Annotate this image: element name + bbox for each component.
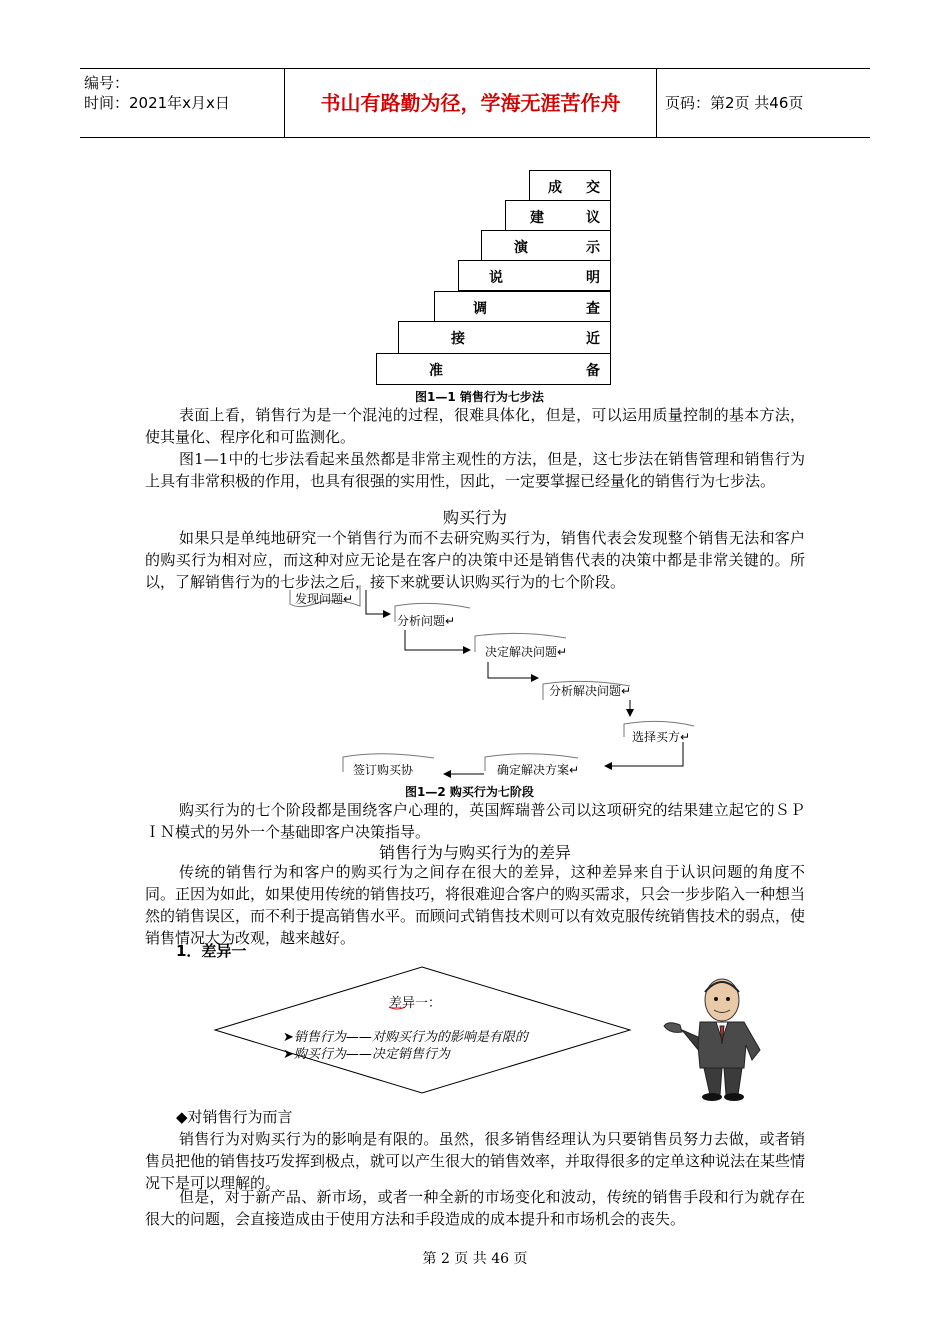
step-4-left: 说 [489, 270, 503, 286]
figure1-caption: 图1—1 销售行为七步法 [415, 390, 544, 404]
bullet-heading: ◆对销售行为而言 [176, 1108, 293, 1126]
step-6-right: 近 [586, 331, 600, 347]
step-3-right: 示 [586, 240, 600, 256]
step-7-left: 准 [429, 363, 443, 379]
paragraph-2: 图1—1中的七步法看起来虽然都是非常主观性的方法，但是，这七步法在销售管理和销售行为上具有非常积极的作用，也具有很强的实用性，因此，一定要掌握已经量化的销售行为七步法。 [145, 450, 805, 490]
paragraph-4: 购买行为的七个阶段都是围绕客户心理的，英国辉瑞普公司以这项研究的结果建立起它的ＳＰＩＮ模式的另外一个基础即客户决策指导。 [145, 801, 805, 841]
header-motto: 书山有路勤为径，学海无涯苦作舟 [285, 69, 657, 137]
step-4-right: 明 [586, 270, 600, 286]
paragraph-3: 如果只是单纯地研究一个销售行为而不去研究购买行为，销售代表会发现整个销售无法和客户的购买行为相对应，而这种对应无论是在客户的决策中还是销售代表的决策中都是非常关键的。所以，了解销售行为的七步法之后，接下来就要认识购买行为的七个阶段。 [145, 529, 805, 591]
stage-5: 选择买方↵ [632, 730, 691, 744]
diamond-title: 差异一： [389, 996, 442, 1011]
paragraph-5: 传统的销售行为和客户的购买行为之间存在很大的差异，这种差异来自于认识问题的角度不同。正因为如此，如果使用传统的销售技巧，将很难迎合客户的购买需求，只会一步步陷入一种想当然的销售误区，而不利于提高销售水平。而顾问式销售技术则可以有效克服传统销售技术的弱点，使销售情况大为改观，越来越好。 [145, 863, 806, 947]
heading-difference-1: 1．差异一 [176, 942, 247, 960]
step-3-left: 演 [514, 240, 528, 256]
date-label: 时间：2021年x月x日 [84, 94, 230, 112]
step-2-left: 建 [530, 210, 544, 226]
section-title-buying: 购买行为 [442, 508, 507, 527]
stage-1: 发现问题↵ [295, 592, 354, 606]
step-1-right: 交 [586, 180, 600, 196]
paragraph-6: 销售行为对购买行为的影响是有限的。虽然，很多销售经理认为只要销售员努力去做，或者销售员把他的销售技巧发挥到极点，就可以产生很大的销售效率，并取得很多的定单这种说法在某些情况下是可以理解的。 [145, 1130, 806, 1192]
diamond-line-2: ➤购买行为——决定销售行为 [283, 1047, 450, 1062]
stage-4: 分析解决问题↵ [549, 684, 632, 698]
stage-6: 确定解决方案↵ [497, 763, 580, 777]
stage-7: 签订购买协 [353, 763, 414, 777]
section-title-difference: 销售行为与购买行为的差异 [378, 843, 571, 862]
paragraph-7: 但是，对于新产品、新市场，或者一种全新的市场变化和波动，传统的销售手段和行为就存在很大的问题，会直接造成由于使用方法和手段造成的成本提升和市场机会的丧失。 [145, 1188, 805, 1228]
step-6-left: 接 [451, 331, 465, 347]
step-2-right: 议 [586, 210, 600, 226]
figure2-caption: 图1—2 购买行为七阶段 [405, 785, 534, 799]
header-page-label: 页码：第2页 共46页 [665, 94, 804, 112]
diamond-line-1: ➤销售行为——对购买行为的影响是有限的 [283, 1030, 528, 1045]
businessman-illustration [664, 979, 760, 1101]
stage-2: 分析问题↵ [397, 614, 456, 628]
paragraph-1: 表面上看，销售行为是一个混沌的过程，很难具体化，但是，可以运用质量控制的基本方法，使其量化、程序化和可监测化。 [145, 406, 805, 446]
stage-3: 决定解决问题↵ [485, 645, 568, 659]
step-5-right: 查 [586, 301, 600, 317]
step-7-right: 备 [586, 363, 600, 379]
page-footer: 第 2 页 共 46 页 [422, 1251, 528, 1267]
step-1-left: 成 [548, 180, 562, 196]
number-label: 编号： [84, 74, 130, 92]
step-5-left: 调 [473, 301, 487, 317]
